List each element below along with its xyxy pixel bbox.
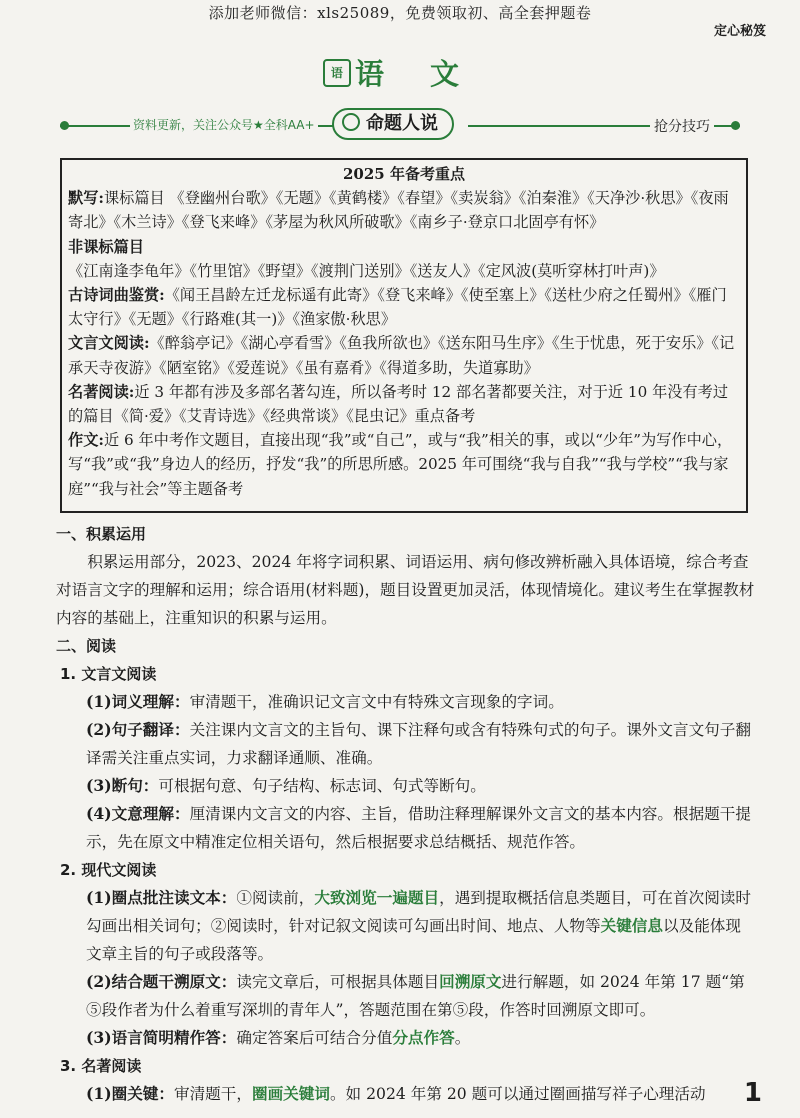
rule-left-text: 资料更新，关注公众号★全科AA+ xyxy=(130,116,318,133)
focus-box-title: 2025 年备考重点 xyxy=(343,165,465,183)
list-item xyxy=(56,716,756,772)
item-label: (3)断句： xyxy=(86,776,159,795)
item-text: 可根据句意、句子结构、标志词、句式等断句。 xyxy=(158,777,486,795)
section-paragraph: 积累运用部分，2023、2024 年将字词积累、词语运用、病句修改辨析融入具体语境，综合考查对语言文字的理解和运用；综合语用(材料题)，题目设置更加灵活，体现情境化。建议考生在掌握教材内容的基础上，注重知识的积累与运用。 xyxy=(56,553,755,627)
highlight-text: 回溯原文 xyxy=(439,972,502,991)
focus-line-label: 作文: xyxy=(68,431,104,450)
pill-text: 命题人说 xyxy=(366,113,438,134)
list-item xyxy=(56,1080,756,1108)
item-text: 审清题干，准确识记文言文中有特殊文言现象的字词。 xyxy=(189,693,564,711)
section-rule xyxy=(60,108,740,142)
rule-dot-right xyxy=(731,121,740,130)
main-content xyxy=(56,520,756,1108)
item-label: (2)结合题干溯原文： xyxy=(86,972,237,991)
subject-title-text: 语 文 xyxy=(354,57,478,91)
focus-line xyxy=(68,283,740,331)
pill-heading xyxy=(332,108,454,140)
focus-line-label: 默写: xyxy=(68,189,104,208)
item-text: 。如 2024 年第 20 题可以通过圈画描写祥子心理活动 xyxy=(329,1085,706,1103)
section-heading: 一、积累运用 xyxy=(56,525,147,543)
list-item xyxy=(56,688,756,716)
focus-line-text: 课标篇目 《登幽州台歌》《无题》《黄鹤楼》《春望》《卖炭翁》《泊秦淮》《天净沙·秋思》《夜雨寄北》《木兰诗》《登飞来峰》《茅屋为秋风所破歌》《南乡子·登京口北固亭有怀》 xyxy=(68,189,729,232)
item-text: 以及能体现文章主旨的句子或段落等。 xyxy=(86,917,741,963)
subsection-heading: 3. 名著阅读 xyxy=(60,1057,142,1075)
highlight-text: 分点作答 xyxy=(392,1028,455,1047)
focus-box xyxy=(60,158,748,513)
item-text: 厘清课内文言文的内容、主旨，借助注释理解课外文言文的基本内容。根据题干提示，先在原文中精准定位相关语句，然后根据要求总结概括、规范作答。 xyxy=(86,805,751,851)
focus-line-text: 近 6 年中考作文题目，直接出现“我”或“自己”，或与“我”相关的事，或以“少年”为写作中心，写“我”或“我”身边人的经历，抒发“我”的所思所感。2025 年可围绕“我与自我”“我与学校”“我与家庭”“我与社会”等主题备考 xyxy=(68,431,733,498)
focus-line-text: 《江南逢李龟年》《竹里馆》《野望》《渡荆门送别》《送友人》《定风波(莫听穿林打叶声)》 xyxy=(68,261,665,280)
focus-line-label: 非课标篇目 xyxy=(68,237,144,256)
magnifier-icon xyxy=(342,113,360,131)
item-label: (2)句子翻译： xyxy=(86,720,190,739)
rule-dot-left xyxy=(60,121,69,130)
item-label: (3)语言简明精作答： xyxy=(86,1028,237,1047)
focus-line-label: 名著阅读: xyxy=(68,382,135,401)
item-text: 确定答案后可结合分值 xyxy=(236,1029,393,1047)
item-text: ，遇到提取概括信息类题目，可在首次阅读时勾画出相关词句；②阅读时，针对记叙文阅读可勾画出时间、地点、人物等 xyxy=(86,889,751,935)
item-text: 读完文章后，可根据具体题目 xyxy=(236,973,440,991)
focus-line xyxy=(68,235,740,283)
focus-line-label: 文言文阅读: xyxy=(68,334,150,353)
list-item xyxy=(56,772,756,800)
item-text: 审清题干， xyxy=(173,1085,252,1103)
focus-line-text: 近 3 年都有涉及多部名著勾连，所以备考时 12 部名著都要关注，对于近 10 年没有考过的篇目《简·爱》《艾青诗选》《经典常谈》《昆虫记》重点备考 xyxy=(68,382,729,426)
highlight-text: 大致浏览一遍题目 xyxy=(314,888,440,907)
focus-line-text: 《闻王昌龄左迁龙标遥有此寄》《登飞来峰》《使至塞上》《送杜少府之任蜀州》《雁门太守行》《无题》《行路难(其一)》《渔家傲·秋思》 xyxy=(68,286,727,329)
rule-right-text: 抢分技巧 xyxy=(650,116,714,136)
focus-line-label: 古诗词曲鉴赏: xyxy=(68,286,165,305)
subsection-heading: 1. 文言文阅读 xyxy=(60,665,157,683)
focus-line xyxy=(68,380,740,428)
item-text: 进行解题，如 2024 年第 17 题“第⑤段作者为什么着重写深圳的青年人”，答题范围在第⑤段，作答时回溯原文即可。 xyxy=(86,973,745,1019)
list-item xyxy=(56,968,756,1024)
subject-icon: 语 xyxy=(323,59,351,87)
section-heading: 二、阅读 xyxy=(56,637,117,655)
highlight-text: 圈画关键词 xyxy=(251,1084,330,1103)
item-text: 。 xyxy=(454,1029,471,1047)
focus-line xyxy=(68,428,740,501)
list-item xyxy=(56,800,756,856)
focus-line xyxy=(68,186,740,234)
focus-line xyxy=(68,331,740,379)
item-label: (1)圈关键： xyxy=(86,1084,174,1103)
item-label: (4)文意理解： xyxy=(86,804,190,823)
highlight-text: 关键信息 xyxy=(600,916,663,935)
series-label: 定心秘笈 xyxy=(713,24,766,39)
subsection-heading: 2. 现代文阅读 xyxy=(60,861,157,879)
subject-title xyxy=(0,52,800,93)
item-text: 关注课内文言文的主旨句、课下注释句或含有特殊句式的句子。课外文言文句子翻译需关注重点实词，力求翻译通顺、准确。 xyxy=(86,721,751,767)
focus-line-text: 《醉翁亭记》《湖心亭看雪》《鱼我所欲也》《送东阳马生序》《生于忧患，死于安乐》《记承天寺夜游》《陋室铭》《爱莲说》《虽有嘉肴》《得道多助，失道寡助》 xyxy=(68,334,735,377)
list-item xyxy=(56,884,756,968)
item-label: (1)词义理解： xyxy=(86,692,190,711)
item-text: ①阅读前， xyxy=(236,889,315,907)
promo-banner: 添加老师微信：xls25089，免费领取初、高全套押题卷 xyxy=(208,4,592,22)
list-item xyxy=(56,1024,756,1052)
page-number: 1 xyxy=(743,1078,762,1108)
item-label: (1)圈点批注读文本： xyxy=(86,888,237,907)
